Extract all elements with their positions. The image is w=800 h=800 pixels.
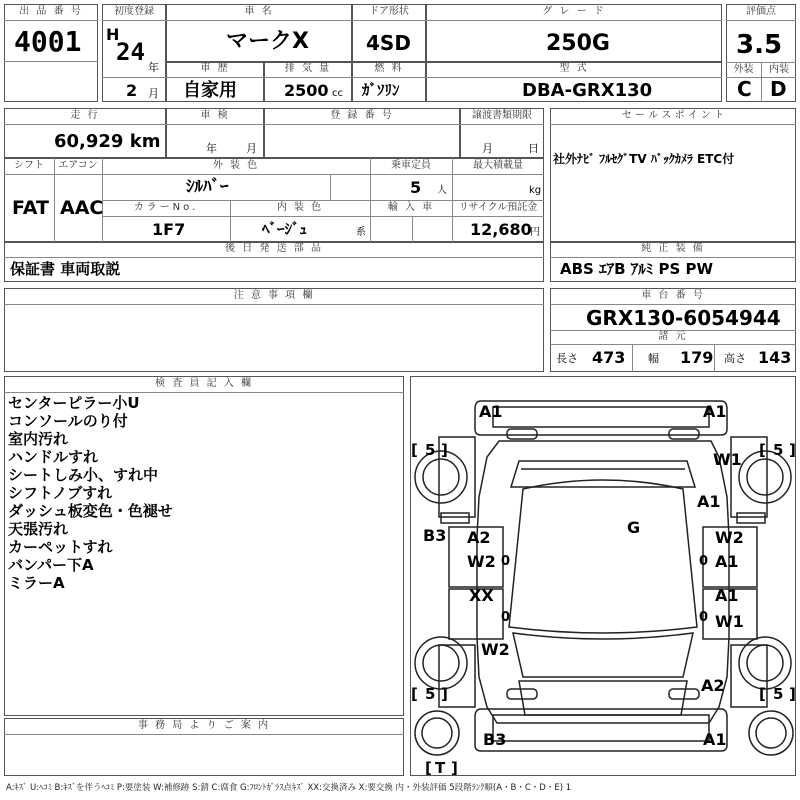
mark-front-right: A1 bbox=[703, 402, 727, 421]
mark-rear-left: B3 bbox=[483, 730, 507, 749]
mark-left-rear-door: XX bbox=[469, 586, 494, 605]
svg-text:[: [ bbox=[759, 441, 766, 459]
width-value: 179 bbox=[680, 348, 714, 367]
inspector-note-9: カーペットすれ bbox=[8, 538, 113, 556]
history-value: 自家用 bbox=[183, 80, 237, 101]
ext-score-value: C bbox=[737, 77, 752, 101]
mark-trunk: T bbox=[435, 759, 446, 777]
mark-roof: G bbox=[627, 518, 641, 537]
mark-left-rear-fender: 5 bbox=[425, 685, 436, 703]
inspector-note-7: ダッシュ板変色・色褪せ bbox=[8, 502, 173, 520]
chassis-label: 車 台 番 号 bbox=[641, 290, 705, 301]
mark-right-rear-fender: 5 bbox=[773, 685, 784, 703]
max-load-label: 最大積載量 bbox=[473, 160, 523, 171]
score-label: 評価点 bbox=[746, 6, 776, 17]
int-color-unit: 系 bbox=[356, 227, 366, 238]
height-label: 高さ bbox=[724, 352, 746, 365]
mark-right-front-fender: A1 bbox=[697, 492, 721, 511]
later-parts-value: 保証書 車両取説 bbox=[10, 260, 121, 278]
first-reg-month-unit: 月 bbox=[148, 87, 159, 100]
capacity-unit: 人 bbox=[437, 185, 447, 196]
car-name-value: マークX bbox=[226, 29, 309, 54]
lot-label: 出 品 番 号 bbox=[19, 6, 83, 17]
mark-b3-left: B3 bbox=[423, 526, 447, 545]
import-label: 輸 入 車 bbox=[387, 202, 435, 213]
mark-left-fender: 5 bbox=[425, 441, 436, 459]
car-diagram bbox=[411, 377, 795, 775]
int-color-label: 内 装 色 bbox=[276, 202, 324, 213]
inspector-note-5: シートしみ小、すれ中 bbox=[8, 466, 159, 484]
mark-right-rear-door-a: A1 bbox=[715, 586, 739, 605]
capacity-value: 5 bbox=[410, 178, 422, 197]
car-name-label: 車 名 bbox=[244, 6, 274, 17]
length-label: 長さ bbox=[556, 352, 578, 365]
first-reg-era: H bbox=[106, 25, 120, 44]
inspector-label: 検 査 員 記 入 欄 bbox=[155, 378, 253, 389]
transfer-label: 譲渡書類期限 bbox=[472, 110, 532, 121]
aircon-label: エアコン bbox=[58, 160, 98, 171]
later-parts-label: 後 日 発 送 部 品 bbox=[225, 243, 323, 254]
fuel-label: 燃 料 bbox=[374, 63, 404, 74]
caution-label: 注 意 事 項 欄 bbox=[233, 290, 315, 301]
height-value: 143 bbox=[758, 348, 792, 367]
seal-zero-right-rear: 0 bbox=[699, 610, 709, 625]
first-reg-label: 初度登録 bbox=[114, 6, 154, 17]
aircon-value: AAC bbox=[60, 197, 104, 219]
ext-score-label: 外装 bbox=[733, 64, 754, 75]
displacement-value: 2500 bbox=[284, 81, 329, 100]
displacement-label: 排 気 量 bbox=[284, 63, 332, 74]
svg-text:]: ] bbox=[441, 685, 448, 703]
mark-left-rear-wheel: W2 bbox=[481, 640, 510, 659]
svg-text:]: ] bbox=[789, 685, 796, 703]
svg-text:]: ] bbox=[789, 441, 796, 459]
mark-right-front-door-w: W2 bbox=[715, 528, 744, 547]
width-label: 幅 bbox=[648, 352, 659, 365]
first-reg-year: 24 bbox=[116, 38, 145, 66]
inspector-note-3: 室内汚れ bbox=[8, 430, 69, 448]
svg-text:]: ] bbox=[441, 441, 448, 459]
mark-front-left: A1 bbox=[479, 402, 503, 421]
int-score-value: D bbox=[770, 77, 787, 101]
inspector-note-4: ハンドルすれ bbox=[8, 448, 99, 466]
seal-zero-right-front: 0 bbox=[699, 554, 709, 569]
mark-left-front-door-a: A2 bbox=[467, 528, 491, 547]
mileage-value: 60,929 km bbox=[54, 131, 161, 152]
mark-right-rear-door-w: W1 bbox=[715, 612, 744, 631]
model-label: 型 式 bbox=[559, 63, 589, 74]
grade-value: 250G bbox=[546, 31, 610, 56]
svg-text:[: [ bbox=[411, 685, 418, 703]
svg-text:[: [ bbox=[425, 759, 432, 777]
inspector-note-6: シフトノブすれ bbox=[8, 484, 113, 502]
inspector-note-2: コンソールのり付 bbox=[8, 412, 128, 430]
inspector-note-11: ミラーA bbox=[8, 574, 65, 592]
inspector-note-1: センターピラー小U bbox=[8, 394, 140, 412]
color-no-label: カラーNo. bbox=[133, 202, 199, 213]
mark-left-front-door-w: W2 bbox=[467, 552, 496, 571]
int-score-label: 内装 bbox=[769, 64, 789, 75]
score-value: 3.5 bbox=[736, 30, 783, 60]
svg-text:]: ] bbox=[451, 759, 458, 777]
lot-number: 4001 bbox=[14, 25, 82, 58]
inspection-month-unit: 月 bbox=[246, 142, 257, 155]
seal-zero-left-rear: 0 bbox=[501, 610, 511, 625]
legend: A:ｷｽﾞ U:ﾍｺﾐ B:ｷｽﾞを伴うﾍｺﾐ P:要塗装 W:補修跡 S:錆 C:腐食 G:ﾌﾛﾝﾄｶﾞﾗｽ点ｷｽﾞ XX:交換済み X:要交換 内・外装評価 5段階ﾗﾝｸ順(A・B・C・D・E) 1 bbox=[6, 783, 572, 793]
grade-label: グ レ ー ド bbox=[542, 6, 606, 17]
mark-right-front-wheel: W1 bbox=[713, 450, 742, 469]
history-label: 車 歴 bbox=[200, 63, 230, 74]
mark-right-rear-quarter: A2 bbox=[701, 676, 725, 695]
sales-point-label: セ ー ル ス ポ イ ン ト bbox=[621, 110, 725, 121]
recycle-label: リサイクル預託金 bbox=[458, 202, 538, 213]
door-label: ドア形状 bbox=[369, 6, 409, 17]
genuine-label: 純 正 装 備 bbox=[641, 243, 705, 254]
sales-point-value: 社外ﾅﾋﾞ ﾌﾙｾｸﾞTV ﾊﾞｯｸｶﾒﾗ ETC付 bbox=[553, 152, 735, 166]
sales-point-cell bbox=[550, 108, 796, 242]
color-no-value: 1F7 bbox=[152, 220, 186, 239]
transfer-month-unit: 月 bbox=[482, 142, 493, 155]
model-value: DBA-GRX130 bbox=[522, 80, 653, 101]
registration-label: 登 録 番 号 bbox=[330, 110, 394, 121]
mark-rear-right: A1 bbox=[703, 730, 727, 749]
int-color-value: ﾍﾞｰｼﾞｭ bbox=[262, 220, 308, 238]
chassis-value: GRX130-6054944 bbox=[586, 306, 781, 330]
inspection-label: 車 検 bbox=[200, 110, 230, 121]
displacement-unit: cc bbox=[332, 88, 343, 99]
shift-value: FAT bbox=[12, 197, 49, 219]
car-diagram-cell bbox=[410, 376, 796, 776]
first-reg-month: 2 bbox=[126, 81, 138, 100]
door-value: 4SD bbox=[366, 31, 411, 55]
length-value: 473 bbox=[592, 348, 626, 367]
ext-color-label: 外 装 色 bbox=[212, 160, 260, 171]
seal-zero-left-front: 0 bbox=[501, 554, 511, 569]
inspector-note-8: 天張汚れ bbox=[8, 520, 69, 538]
max-load-unit: kg bbox=[529, 185, 542, 196]
inspector-note-10: バンパー下A bbox=[8, 556, 94, 574]
capacity-label: 乗車定員 bbox=[391, 160, 431, 171]
inspection-year-unit: 年 bbox=[206, 142, 217, 155]
specs-label: 諸 元 bbox=[658, 331, 688, 342]
genuine-value: ABS ｴｱB ｱﾙﾐ PS PW bbox=[560, 260, 714, 278]
mileage-label: 走 行 bbox=[70, 110, 100, 121]
shift-label: シフト bbox=[14, 160, 44, 171]
first-reg-year-unit: 年 bbox=[148, 61, 159, 74]
recycle-value: 12,680 bbox=[470, 220, 532, 239]
svg-text:[: [ bbox=[411, 441, 418, 459]
ext-color-value: ｼﾙﾊﾞｰ bbox=[186, 177, 229, 197]
mark-right-front-door-a: A1 bbox=[715, 552, 739, 571]
transfer-day-unit: 日 bbox=[528, 142, 539, 155]
svg-text:[: [ bbox=[759, 685, 766, 703]
recycle-unit: 円 bbox=[530, 227, 540, 238]
office-label: 事 務 局 よ り ご 案 内 bbox=[137, 720, 271, 731]
fuel-value: ｶﾞｿﾘﾝ bbox=[362, 81, 400, 99]
mark-right-fender: 5 bbox=[773, 441, 784, 459]
